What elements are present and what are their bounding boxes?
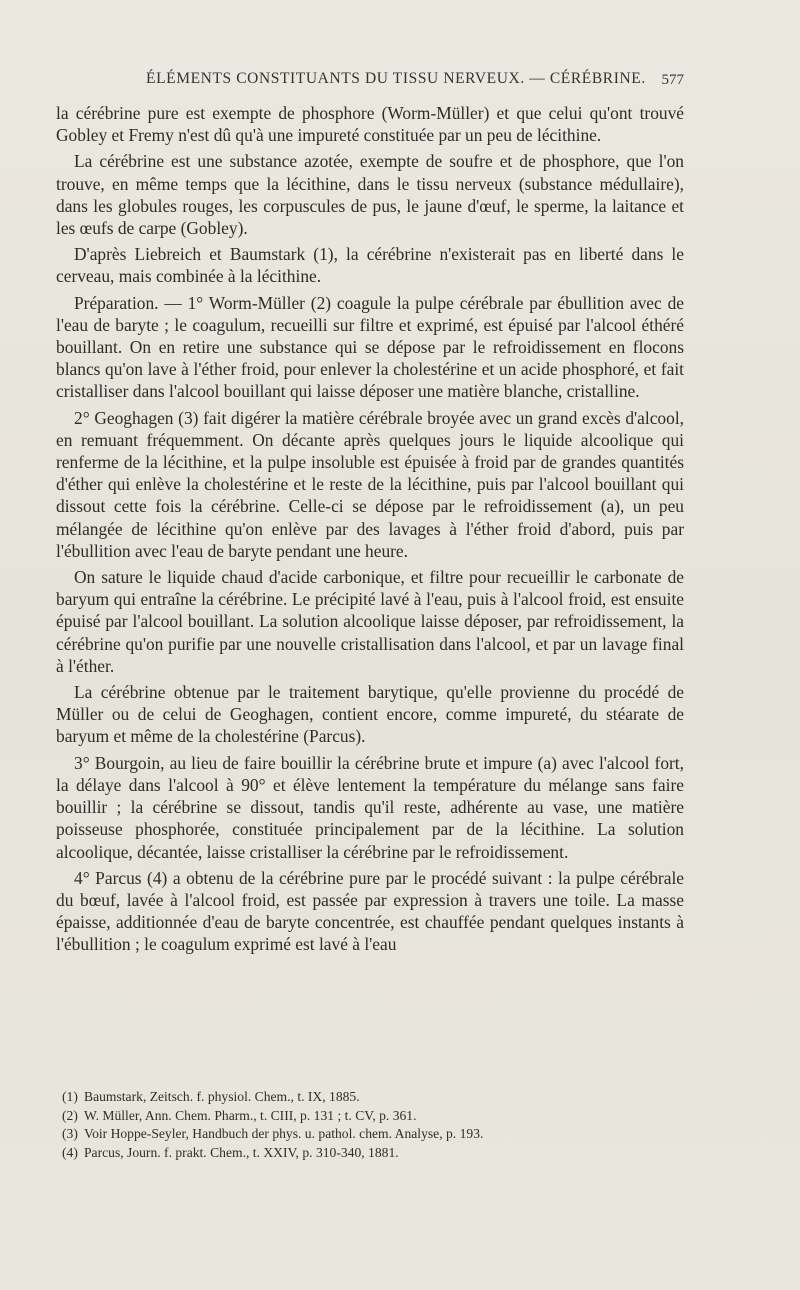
paragraph: 4° Parcus (4) a obtenu de la cérébrine pure par le procédé suivant : la pulpe cérébrale du bœuf, lavée à l'alcool froid, est passée par expression à travers une toile. La masse épaisse, additionnée d'eau de baryte concentrée, est chauffée pendant quelques instants à l'ébullition ; le coagulum exprimé est lavé à l'eau [56, 867, 684, 955]
body-text [56, 102, 684, 960]
footnote-text: Parcus, Journ. f. prakt. Chem., t. XXIV, p. 310-340, 1881. [84, 1144, 399, 1160]
footnote [62, 1144, 682, 1163]
footnote-number: (2) [62, 1107, 78, 1123]
footnote [62, 1107, 682, 1126]
paragraph: 2° Geoghagen (3) fait digérer la matière cérébrale broyée avec un grand excès d'alcool, en remuant fréquemment. On décante après quelques jours le liquide alcoolique qui renferme de la lécithine, et la pulpe insoluble est épuisée à froid par de grandes quantités d'éther qui enlève la cholestérine et le reste de la lécithine, puis par l'alcool bouillant qui dissout cette fois la cérébrine. Celle-ci se dépose par le refroidissement (a), un peu mélangée de lécithine qu'on enlève par des lavages à l'éther froid d'abord, puis par l'ébullition avec l'eau de baryte pendant une heure. [56, 407, 684, 561]
page-number: 577 [661, 72, 684, 88]
footnote-number: (1) [62, 1089, 78, 1104]
footnote [62, 1125, 682, 1144]
footnote-text: Baumstark, Zeitsch. f. physiol. Chem., t. IX, 1885. [84, 1089, 360, 1104]
footnote-number: (4) [62, 1144, 78, 1160]
paragraph: La cérébrine est une substance azotée, exempte de soufre et de phosphore, que l'on trouve, en même temps que la lécithine, dans le tissu nerveux (substance médullaire), dans les globules rouges, les corpuscules de pus, le jaune d'œuf, le sperme, la laitance et les œufs de carpe (Gobley). [56, 151, 684, 239]
page-header [56, 70, 684, 94]
paragraph: On sature le liquide chaud d'acide carbonique, et filtre pour recueillir le carbonate de baryum qui entraîne la cérébrine. Le précipité lavé à l'eau, puis à l'alcool froid, est ensuite épuisé par l'alcool bouillant. La solution alcoolique laisse déposer, par refroidissement, la cérébrine qu'on purifie par une nouvelle cristallisation dans l'alcool, et par un lavage final à l'éther. [56, 567, 684, 676]
paragraph: La cérébrine obtenue par le traitement barytique, qu'elle provienne du procédé de Müller ou de celui de Geoghagen, contient encore, comme impureté, du stéarate de baryum et même de la cholestérine (Parcus). [56, 682, 684, 747]
running-title: ÉLÉMENTS CONSTITUANTS DU TISSU NERVEUX. — CÉRÉBRINE. [146, 70, 646, 87]
paragraph: la cérébrine pure est exempte de phosphore (Worm-Müller) et que celui qu'ont trouvé Gobley et Fremy n'est dû qu'à une impureté constituée par un peu de lécithine. [56, 103, 684, 146]
paragraph: 3° Bourgoin, au lieu de faire bouillir la cérébrine brute et impure (a) avec l'alcool fort, la délaye dans l'alcool à 90° et élève lentement la température du mélange sans faire bouillir ; la cérébrine se dissout, tandis qu'il reste, adhérente au vase, une matière poisseuse phosphorée, constituée principalement par de la lécithine. La solution alcoolique, décantée, laisse cristalliser la cérébrine par le refroidissement. [56, 752, 684, 862]
footnotes [62, 1088, 682, 1162]
footnote-text: W. Müller, Ann. Chem. Pharm., t. CIII, p. 131 ; t. CV, p. 361. [84, 1107, 417, 1123]
footnote [62, 1088, 682, 1107]
paragraph: D'après Liebreich et Baumstark (1), la cérébrine n'existerait pas en liberté dans le cerveau, mais combinée à la lécithine. [56, 244, 684, 287]
paragraph: Préparation. — 1° Worm-Müller (2) coagule la pulpe cérébrale par ébullition avec de l'eau de baryte ; le coagulum, recueilli sur filtre et exprimé, est épuisé par l'alcool éthéré bouillant. On en retire une substance qui se dépose par le refroidissement en flocons blancs qu'on lave à l'éther froid, pour enlever la cholestérine et un acide phosphoré, et fait cristalliser dans l'alcool bouillant qui laisse déposer une matière blanche, cristalline. [56, 292, 684, 402]
footnote-number: (3) [62, 1126, 78, 1141]
footnote-text: Voir Hoppe-Seyler, Handbuch der phys. u. pathol. chem. Analyse, p. 193. [84, 1126, 484, 1141]
